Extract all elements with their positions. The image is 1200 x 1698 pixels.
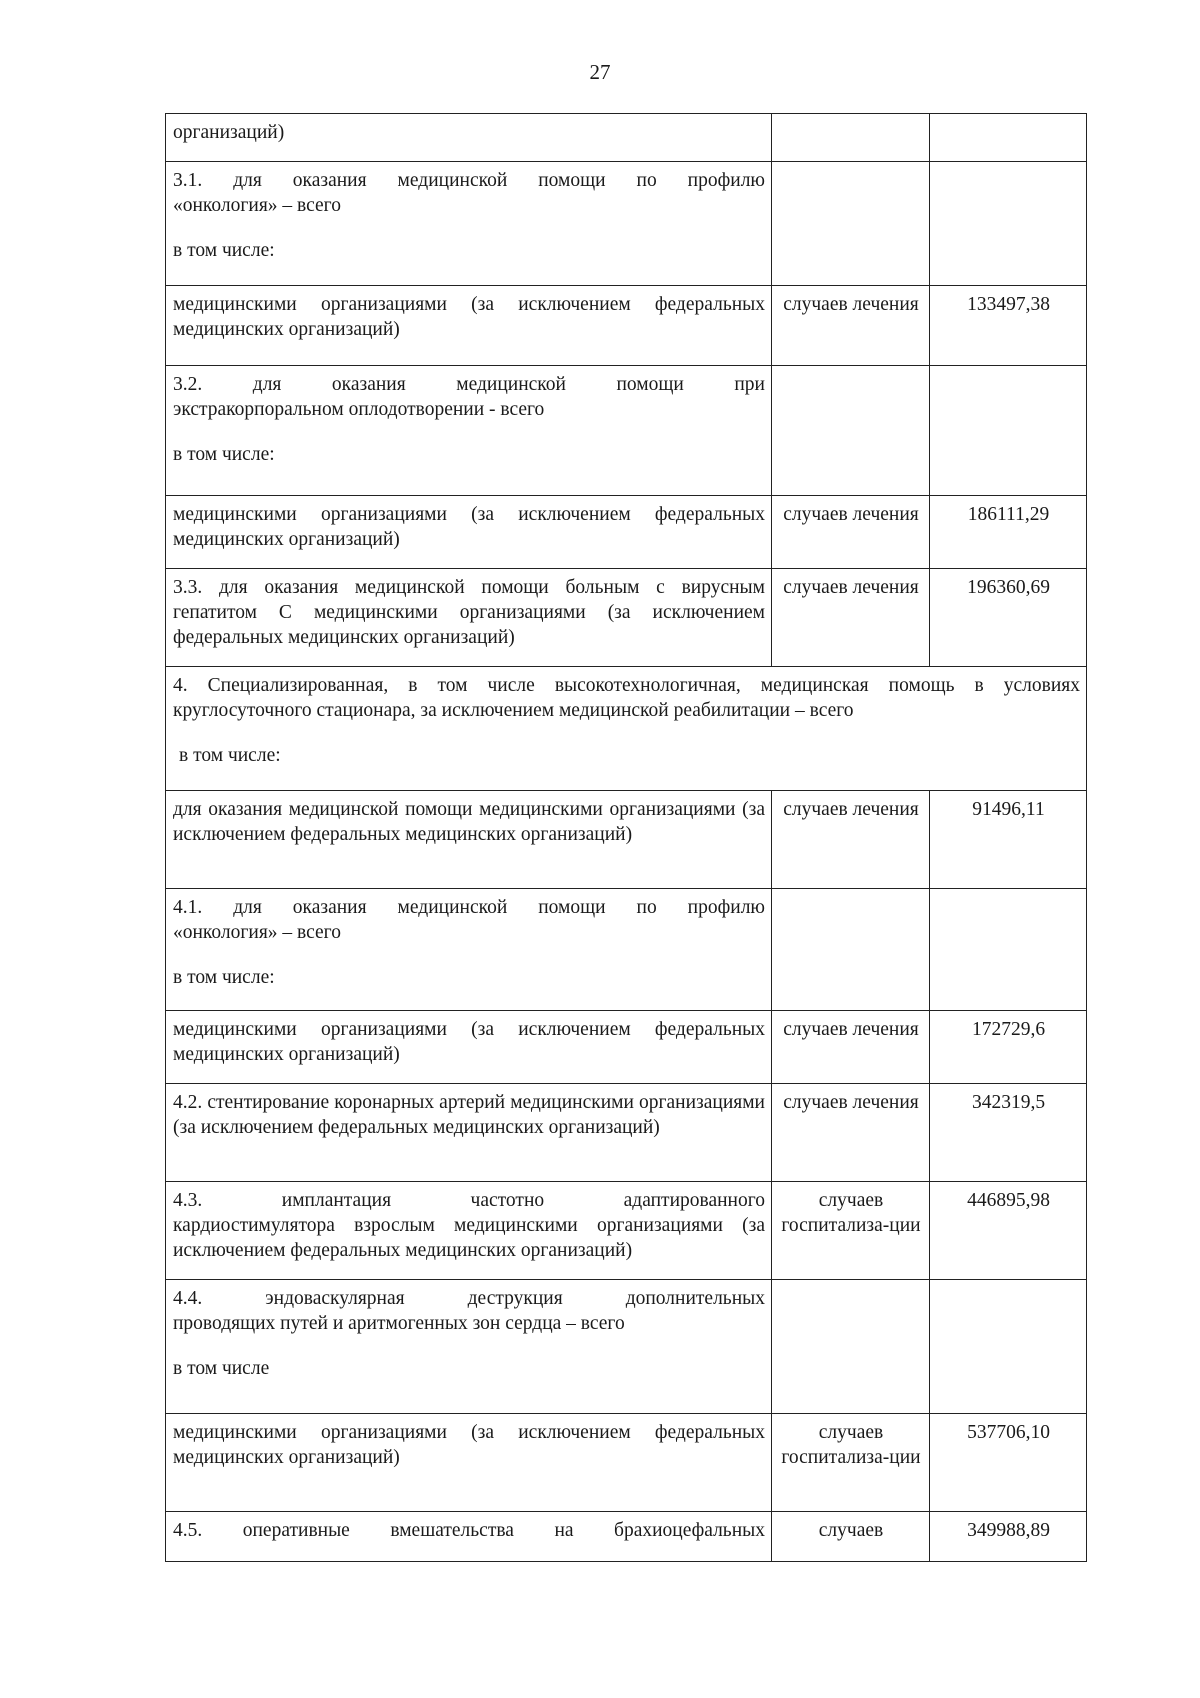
- row-subheading: в том числе:: [173, 444, 275, 465]
- row-unit: случаев лечения: [772, 286, 930, 366]
- row-description-line: «онкология» – всего: [173, 922, 341, 943]
- row-description: 4.2. стентирование коронарных артерий медицинскими организациями (за исключением федеральных медицинских организаций): [166, 1084, 772, 1182]
- row-subheading: в том числе:: [173, 240, 275, 261]
- row-unit: случаев: [772, 1512, 930, 1562]
- row-subheading: в том числе: [173, 1358, 270, 1379]
- row-unit: [772, 889, 930, 1011]
- row-unit: случаев лечения: [772, 496, 930, 569]
- table-row: [166, 366, 1087, 496]
- row-description: для оказания медицинской помощи медицинскими организациями (за исключением федеральных медицинских организаций): [166, 791, 772, 889]
- row-description-line: 3.1. для оказания медицинской помощи по профилю: [173, 170, 765, 191]
- section-heading: [166, 667, 1087, 791]
- row-unit: [772, 1280, 930, 1414]
- row-value: 537706,10: [930, 1414, 1087, 1512]
- row-value: [930, 114, 1087, 162]
- row-description-line: кардиостимулятора взрослым медицинскими организациями (за исключением федеральных медицинских организаций): [173, 1215, 765, 1261]
- row-description: [166, 889, 772, 1011]
- row-description-line: проводящих путей и аритмогенных зон сердца – всего: [173, 1313, 625, 1334]
- table-row: [166, 114, 1087, 162]
- row-description: [166, 1512, 772, 1562]
- row-unit: случаев лечения: [772, 569, 930, 667]
- table-row: [166, 569, 1087, 667]
- row-description-line: «онкология» – всего: [173, 195, 341, 216]
- row-description: медицинскими организациями (за исключением федеральных медицинских организаций): [166, 1011, 772, 1084]
- row-description-line: 4.4. эндоваскулярная деструкция дополнительных: [173, 1288, 765, 1309]
- row-value: 133497,38: [930, 286, 1087, 366]
- table-row: [166, 162, 1087, 286]
- page-number: 27: [589, 60, 611, 84]
- row-description-line: 3.2. для оказания медицинской помощи при: [173, 374, 765, 395]
- row-value: [930, 1280, 1087, 1414]
- row-description: медицинскими организациями (за исключением федеральных медицинских организаций): [166, 1414, 772, 1512]
- row-description: [166, 1280, 772, 1414]
- table-row: [166, 1182, 1087, 1280]
- table-row: [166, 889, 1087, 1011]
- row-description: организаций): [166, 114, 772, 162]
- row-value: [930, 889, 1087, 1011]
- section-heading-text: 4. Специализированная, в том числе высокотехнологичная, медицинская помощь в условиях круглосуточного стационара, за исключением медицинской реабилитации – всего: [173, 675, 1080, 721]
- row-value: [930, 162, 1087, 286]
- row-unit: [772, 114, 930, 162]
- table-row: [166, 286, 1087, 366]
- table-row: [166, 1512, 1087, 1562]
- table-row: [166, 1414, 1087, 1512]
- row-value: 91496,11: [930, 791, 1087, 889]
- row-description: [166, 162, 772, 286]
- table-row: [166, 1280, 1087, 1414]
- row-description: [166, 366, 772, 496]
- row-unit: случаев лечения: [772, 1084, 930, 1182]
- row-subheading: в том числе:: [179, 745, 281, 766]
- row-description: 3.3. для оказания медицинской помощи больным с вирусным гепатитом С медицинскими организациями (за исключением федеральных медицинских организаций): [166, 569, 772, 667]
- row-value: 196360,69: [930, 569, 1087, 667]
- row-description-line: 4.1. для оказания медицинской помощи по профилю: [173, 897, 765, 918]
- row-value: 342319,5: [930, 1084, 1087, 1182]
- row-value: 186111,29: [930, 496, 1087, 569]
- row-unit: [772, 366, 930, 496]
- table-row: [166, 1084, 1087, 1182]
- row-unit: случаев госпитализа-ции: [772, 1414, 930, 1512]
- row-description-line: 4.3. имплантация частотно адаптированного: [173, 1190, 765, 1211]
- table-row: [166, 496, 1087, 569]
- row-value: 172729,6: [930, 1011, 1087, 1084]
- table-row: [166, 667, 1087, 791]
- table-row: [166, 791, 1087, 889]
- row-description-line: экстракорпоральном оплодотворении - всего: [173, 399, 545, 420]
- row-value: 349988,89: [930, 1512, 1087, 1562]
- row-unit: случаев лечения: [772, 1011, 930, 1084]
- row-subheading: в том числе:: [173, 967, 275, 988]
- row-description: медицинскими организациями (за исключением федеральных медицинских организаций): [166, 286, 772, 366]
- row-unit: случаев лечения: [772, 791, 930, 889]
- tariff-table: [165, 113, 1087, 1562]
- row-unit: случаев госпитализа-ции: [772, 1182, 930, 1280]
- row-description: [166, 1182, 772, 1280]
- row-value: [930, 366, 1087, 496]
- row-unit: [772, 162, 930, 286]
- table-row: [166, 1011, 1087, 1084]
- row-description: медицинскими организациями (за исключением федеральных медицинских организаций): [166, 496, 772, 569]
- row-value: 446895,98: [930, 1182, 1087, 1280]
- row-description-line: 4.5. оперативные вмешательства на брахиоцефальных: [173, 1520, 765, 1541]
